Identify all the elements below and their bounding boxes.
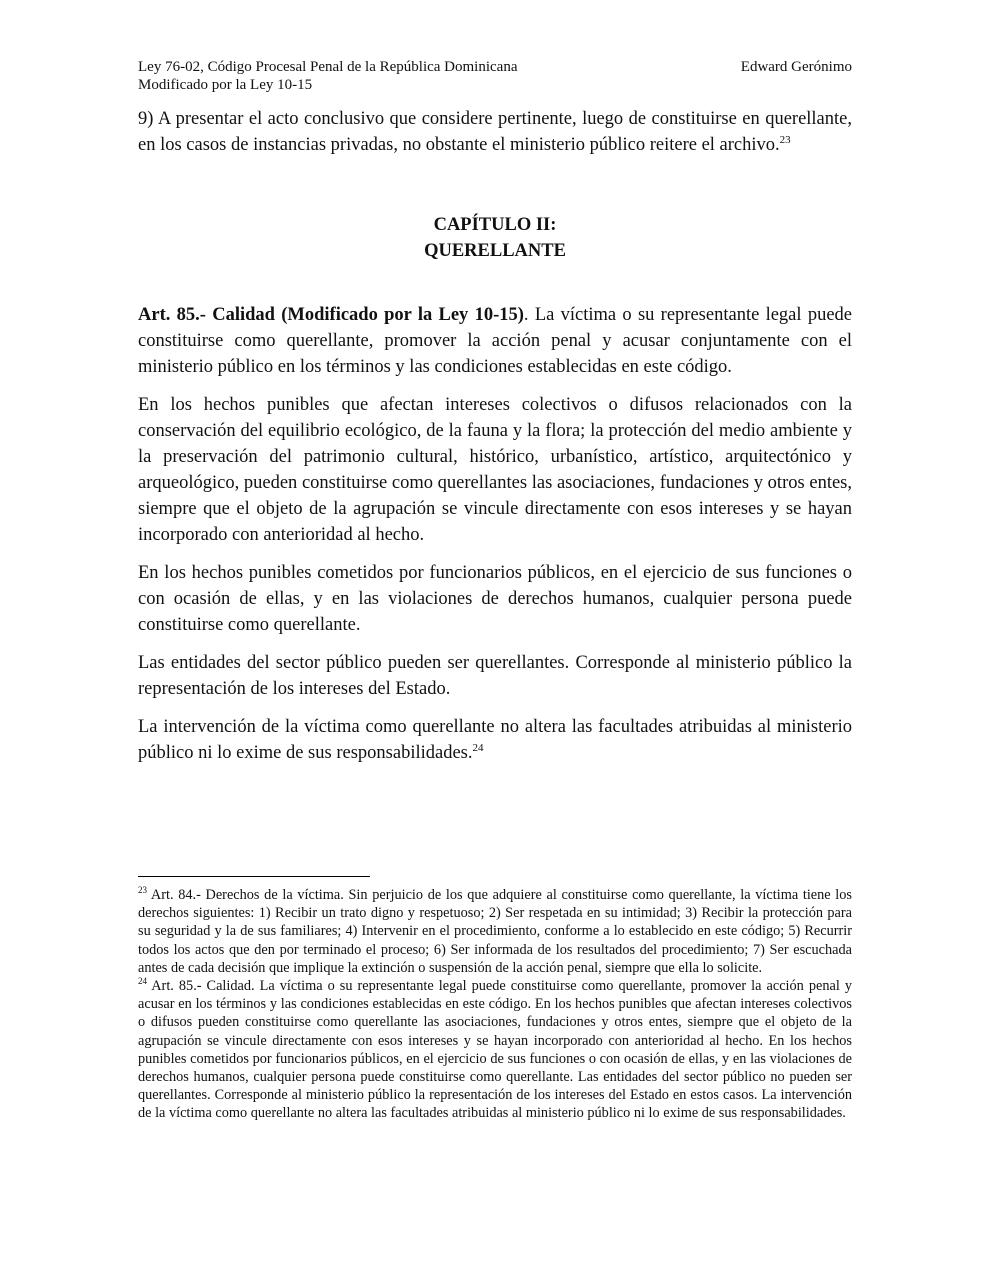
footnote-ref-23[interactable]: 23 bbox=[779, 133, 791, 146]
page-body bbox=[138, 58, 852, 766]
footnote-23-text: Art. 84.- Derechos de la víctima. Sin perjuicio de los que adquiere al constituirse como querellante, la víctima tiene los derechos siguientes: 1) Recibir un trato digno y respetuoso; 2) Ser respetada en su intimidad; 3) Recibir la protección para su seguridad y la de sus familiares; 4) Intervenir en el procedimiento, conforme a lo establecido en este código; 5) Recurrir todos los actos que den por terminado el proceso; 6) Ser informada de los resultados del procedimiento; 7) Ser escuchada antes de cada decisión que implique la extinción o suspensión de la acción penal, siempre que ella lo solicite. bbox=[138, 887, 852, 976]
art-85-paragraph-4: Las entidades del sector público pueden ser querellantes. Corresponde al ministerio público la representación de los intereses del Estado. bbox=[138, 653, 852, 699]
footnote-24-text: Art. 85.- Calidad. La víctima o su representante legal puede constituirse como querellante, promover la acción penal y acusar en los términos y las condiciones establecidas en este código. En los hechos punibles que afectan intereses colectivos o difusos pueden constituirse como querellante las asociaciones, fundaciones y otros entes, siempre que el objeto de la agrupación se vincule directamente con esos intereses y se hayan incorporado con anterioridad al hecho. En los hechos punibles cometidos por funcionarios públicos, en el ejercicio de sus funciones o con ocasión de ellas, y en las violaciones de derechos humanos, cualquier persona puede constituirse como querellante. Las entidades del sector público no pueden ser querellantes. Corresponde al ministerio público la representación de los intereses del Estado en estos casos. La intervención de la víctima como querellante no altera las facultades atribuidas al ministerio público ni lo exime de sus responsabilidades. bbox=[138, 978, 852, 1122]
art-85-paragraph-3: En los hechos punibles cometidos por funcionarios públicos, en el ejercicio de sus funciones o con ocasión de ellas, y en las violaciones de derechos humanos, cualquier persona puede constituirse como querellante. bbox=[138, 563, 852, 635]
item-9-text: 9) A presentar el acto conclusivo que considere pertinente, luego de constituirse en querellante, en los casos de instancias privadas, no obstante el ministerio público reitere el archivo. bbox=[138, 109, 852, 155]
art-85-p5-text: La intervención de la víctima como querellante no altera las facultades atribuidas al ministerio público ni lo exime de sus responsabilidades. bbox=[138, 717, 852, 763]
footnotes bbox=[138, 886, 852, 1123]
art-85-paragraph-5 bbox=[138, 714, 852, 766]
footnote-ref-24[interactable]: 24 bbox=[472, 741, 484, 754]
footnote-24 bbox=[138, 977, 852, 1123]
header-title: Ley 76-02, Código Procesal Penal de la República Dominicana bbox=[138, 59, 518, 75]
footnote-23 bbox=[138, 886, 852, 977]
footnote-separator bbox=[138, 876, 370, 877]
art-85-intro: . La víctima o su representante legal puede constituirse como querellante, promover la acción penal y acusar conjuntamente con el ministerio público en los términos y las condiciones establecidas en este código. bbox=[138, 305, 852, 377]
art-85-heading: Art. 85.- Calidad (Modificado por la Ley 10-15) bbox=[138, 305, 524, 325]
art-85-paragraph bbox=[138, 302, 852, 380]
footnote-24-number: 24 bbox=[138, 976, 147, 987]
art-85-paragraph-2: En los hechos punibles que afectan intereses colectivos o difusos relacionados con la conservación del equilibrio ecológico, de la fauna y la flora; la protección del medio ambiente y la preservación del patrimonio cultural, histórico, urbanístico, artístico, arquitectónico y arqueológico, pueden constituirse como querellantes las asociaciones, fundaciones y otros entes, siempre que el objeto de la agrupación se vincule directamente con esos intereses y se hayan incorporado con anterioridad al hecho. bbox=[138, 395, 852, 545]
footnote-23-number: 23 bbox=[138, 885, 147, 896]
item-9-paragraph bbox=[138, 106, 852, 158]
page-header bbox=[138, 58, 852, 94]
chapter-number: CAPÍTULO II: bbox=[433, 215, 557, 235]
chapter-heading bbox=[138, 212, 852, 264]
header-author: Edward Gerónimo bbox=[740, 59, 852, 75]
header-subtitle: Modificado por la Ley 10-15 bbox=[138, 77, 313, 93]
chapter-name: QUERELLANTE bbox=[424, 241, 566, 261]
